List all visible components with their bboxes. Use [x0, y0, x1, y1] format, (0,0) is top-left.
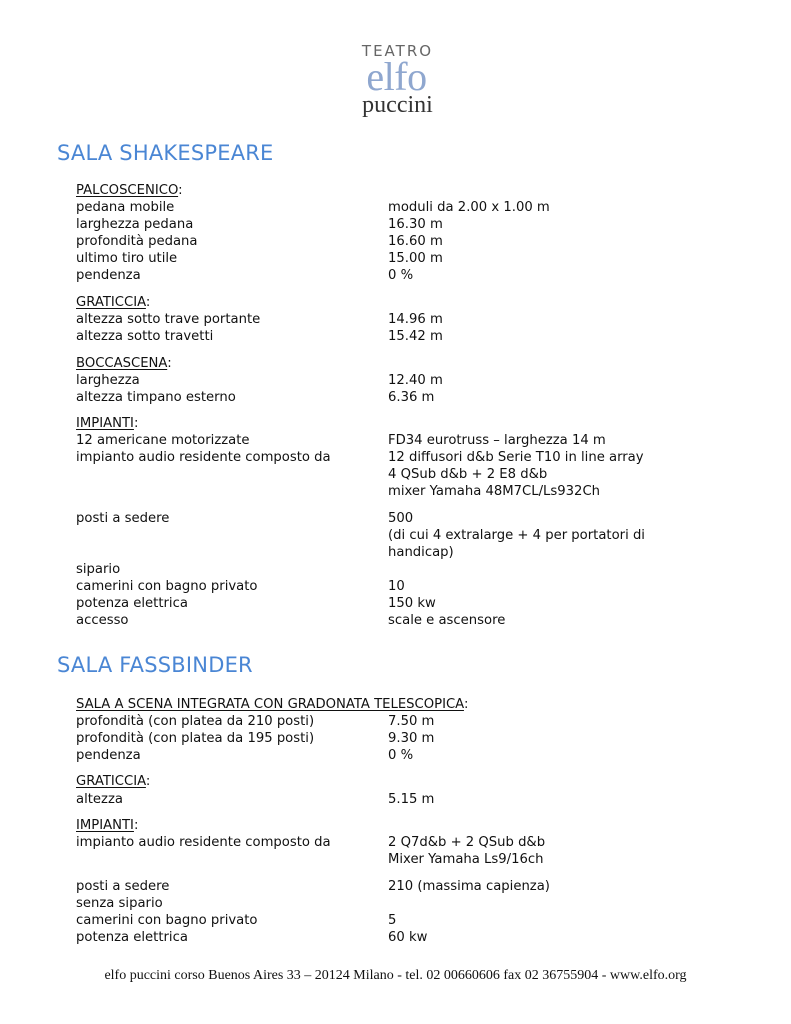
logo-line-elfo: elfo [366, 54, 427, 99]
spec-row [76, 483, 716, 500]
spec-key: profondità pedana [76, 234, 198, 249]
spec-key: pendenza [76, 268, 141, 283]
spec-row [76, 267, 716, 284]
spec-row [76, 595, 716, 612]
heading-label: IMPIANTI [76, 818, 134, 833]
spec-key: profondità (con platea da 195 posti) [76, 731, 315, 746]
heading-impianti: IMPIANTI: [76, 416, 139, 431]
spec-value: 5.15 m [388, 792, 435, 807]
spec-row [76, 791, 716, 808]
spec-key: altezza sotto travetti [76, 329, 214, 344]
spec-row [76, 432, 716, 449]
spec-row [76, 372, 716, 389]
spec-value: 12.40 m [388, 373, 443, 388]
spec-row [76, 216, 716, 233]
heading-graticcia: GRATICCIA: [76, 295, 151, 310]
spec-key: pedana mobile [76, 200, 175, 215]
spec-value: (di cui 4 extralarge + 4 per portatori di [388, 528, 645, 543]
heading-scena-integrata: SALA A SCENA INTEGRATA CON GRADONATA TELESCOPICA: [76, 697, 469, 712]
spec-key: 12 americane motorizzate [76, 433, 250, 448]
spec-value: 16.60 m [388, 234, 443, 249]
spec-row [76, 199, 716, 216]
spec-value: 5 [388, 913, 397, 928]
spec-value: 150 kw [388, 596, 436, 611]
spec-row [76, 527, 716, 544]
spec-value: 16.30 m [388, 217, 443, 232]
spec-value: 4 QSub d&b + 2 E8 d&b [388, 467, 548, 482]
spec-row [76, 544, 716, 561]
spec-row [76, 929, 716, 946]
spec-value: Mixer Yamaha Ls9/16ch [388, 852, 544, 867]
spec-key: sipario [76, 562, 121, 577]
spec-value: 15.00 m [388, 251, 443, 266]
spec-key: potenza elettrica [76, 596, 188, 611]
spec-row [76, 250, 716, 267]
spec-key: altezza timpano esterno [76, 390, 236, 405]
spec-key: potenza elettrica [76, 930, 188, 945]
spec-value: 15.42 m [388, 329, 443, 344]
spec-value: 210 (massima capienza) [388, 879, 550, 894]
spec-key: altezza sotto trave portante [76, 312, 261, 327]
spec-key: pendenza [76, 748, 141, 763]
spec-value: 500 [388, 511, 414, 526]
spec-key: ultimo tiro utile [76, 251, 178, 266]
spec-row [76, 730, 716, 747]
heading-boccascena: BOCCASCENA: [76, 356, 172, 371]
footer-address: elfo puccini corso Buenos Aires 33 – 20124 Milano - tel. 02 00660606 fax 02 36755904 - www.elfo.org [104, 968, 687, 983]
spec-value: moduli da 2.00 x 1.00 m [388, 200, 550, 215]
spec-row [76, 912, 716, 929]
spec-key: posti a sedere [76, 879, 170, 894]
spec-row [76, 747, 716, 764]
spec-row [76, 389, 716, 406]
spec-row [76, 311, 716, 328]
spec-value: 60 kw [388, 930, 428, 945]
spec-value: 14.96 m [388, 312, 443, 327]
spec-row [76, 895, 716, 912]
heading-impianti-2: IMPIANTI: [76, 818, 139, 833]
spec-row [76, 612, 716, 629]
spec-key: profondità (con platea da 210 posti) [76, 714, 315, 729]
spec-key: altezza [76, 792, 123, 807]
spec-value: 10 [388, 579, 405, 594]
spec-value: 0 % [388, 268, 414, 283]
spec-row [76, 561, 716, 578]
heading-label: GRATICCIA [76, 774, 146, 789]
spec-row [76, 466, 716, 483]
spec-value: 2 Q7d&b + 2 QSub d&b [388, 835, 546, 850]
spec-key: accesso [76, 613, 129, 628]
logo-line-puccini: puccini [362, 92, 433, 118]
heading-graticcia-2: GRATICCIA: [76, 774, 151, 789]
spec-key: impianto audio residente composto da [76, 450, 331, 465]
spec-row [76, 233, 716, 250]
heading-label: IMPIANTI [76, 416, 134, 431]
spec-value: FD34 eurotruss – larghezza 14 m [388, 433, 606, 448]
spec-value: 12 diffusori d&b Serie T10 in line array [388, 450, 644, 465]
spec-value: 6.36 m [388, 390, 435, 405]
section-title-shakespeare: SALA SHAKESPEARE [57, 141, 274, 165]
logo-line-teatro: TEATRO [361, 42, 434, 60]
spec-row [76, 878, 716, 895]
spec-key: larghezza pedana [76, 217, 194, 232]
heading-palcoscenico: PALCOSCENICO: [76, 183, 183, 198]
spec-key: senza sipario [76, 896, 163, 911]
spec-value: 0 % [388, 748, 414, 763]
heading-label: SALA A SCENA INTEGRATA CON GRADONATA TELESCOPICA [76, 697, 464, 712]
section-title-fassbinder: SALA FASSBINDER [57, 653, 253, 677]
spec-row [76, 510, 716, 527]
spec-value: handicap) [388, 545, 454, 560]
spec-key: larghezza [76, 373, 140, 388]
spec-row [76, 449, 716, 466]
spec-row [76, 834, 716, 851]
spec-key: camerini con bagno privato [76, 913, 258, 928]
spec-row [76, 328, 716, 345]
spec-value: 9.30 m [388, 731, 435, 746]
spec-row [76, 851, 716, 868]
spec-key: camerini con bagno privato [76, 579, 258, 594]
spec-key: impianto audio residente composto da [76, 835, 331, 850]
spec-row [76, 713, 716, 730]
heading-label: GRATICCIA [76, 295, 146, 310]
spec-value: scale e ascensore [388, 613, 506, 628]
heading-label: BOCCASCENA [76, 356, 168, 371]
theatre-logo [0, 42, 791, 116]
heading-label: PALCOSCENICO [76, 183, 179, 198]
spec-row [76, 578, 716, 595]
spec-value: mixer Yamaha 48M7CL/Ls932Ch [388, 484, 601, 499]
spec-key: posti a sedere [76, 511, 170, 526]
spec-value: 7.50 m [388, 714, 435, 729]
